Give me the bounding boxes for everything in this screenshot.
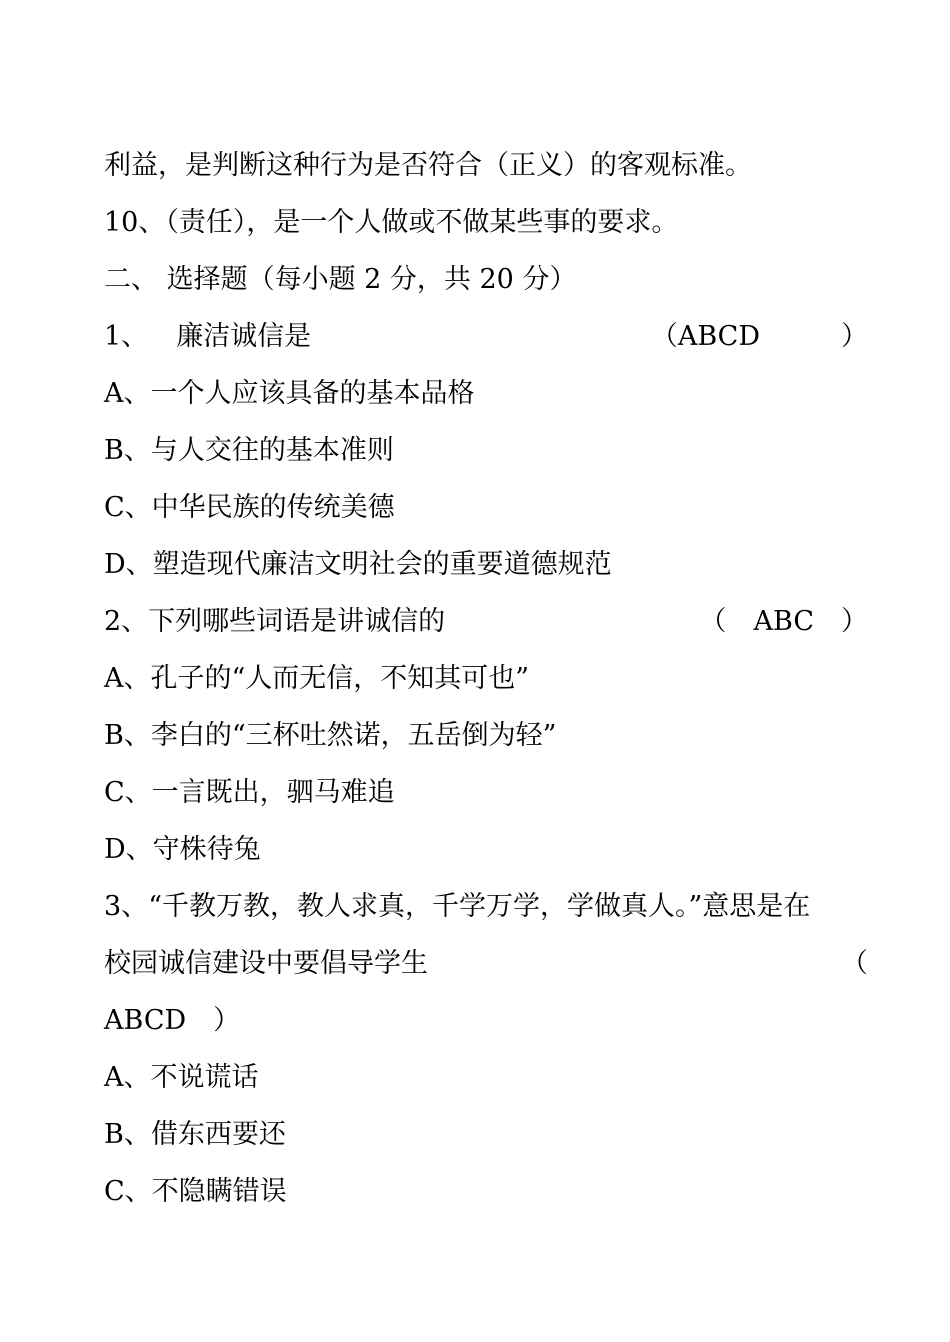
question-text: 下列哪些词语是讲诚信的: [148, 606, 446, 637]
question-3-continued: [104, 944, 868, 984]
question-answer: （ ABC ）: [699, 606, 868, 637]
question-number: 2、: [104, 606, 149, 637]
option-a: A、不说谎话: [104, 1062, 259, 1093]
paragraph-line: 利益，是判断这种行为是否符合（正义）的客观标准。: [104, 150, 752, 181]
question-text: 廉洁诚信是: [176, 321, 312, 352]
option-c: C、一言既出，驷马难追: [104, 777, 395, 808]
option-b: B、借东西要还: [104, 1119, 286, 1150]
question-3: [104, 887, 868, 927]
option-b: B、与人交往的基本准则: [104, 435, 394, 466]
fill-in-question-10: 10、（责任），是一个人做或不做某些事的要求。: [104, 207, 679, 238]
option-d: D、塑造现代廉洁文明社会的重要道德规范: [104, 549, 612, 580]
option-a: A、一个人应该具备的基本品格: [104, 378, 475, 409]
question-2: [104, 602, 868, 642]
option-b: B、李白的“三杯吐然诺，五岳倒为轻”: [104, 720, 557, 751]
option-c: C、不隐瞒错误: [104, 1176, 287, 1207]
question-1: [104, 317, 868, 357]
question-answer-open: （: [841, 948, 868, 979]
section-heading-choice: 二、 选择题（每小题 2 分，共 20 分）: [104, 264, 577, 295]
option-a: A、孔子的“人而无信，不知其可也”: [104, 663, 530, 694]
option-d: D、守株待兔: [104, 834, 261, 865]
question-number: 3、: [104, 891, 149, 922]
question-answer: ABCD ）: [104, 1005, 241, 1036]
question-answer: （ABCD ）: [650, 321, 868, 352]
question-text: “千教万教，教人求真，千学万学，学做真人。”意思是在: [148, 891, 811, 922]
question-text: 校园诚信建设中要倡导学生: [104, 948, 428, 979]
question-number: 1、: [104, 321, 149, 352]
option-c: C、中华民族的传统美德: [104, 492, 395, 523]
